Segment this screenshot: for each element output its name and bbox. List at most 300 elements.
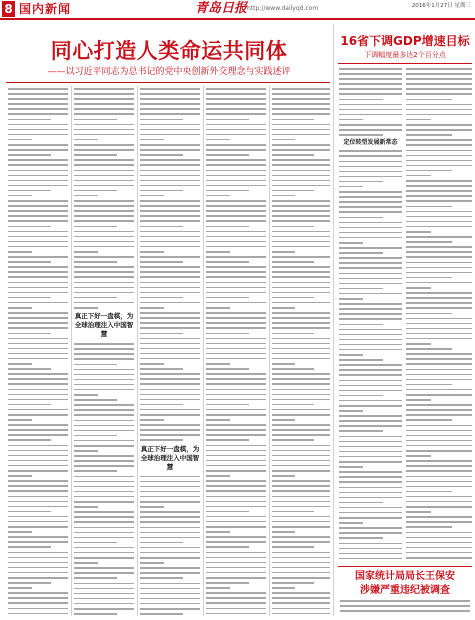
text-line xyxy=(406,216,472,218)
text-line xyxy=(8,256,68,258)
text-line xyxy=(206,577,266,579)
text-line xyxy=(74,195,98,197)
text-line xyxy=(272,307,295,309)
date-line: 2016年1月27日 星期三 xyxy=(411,3,471,9)
text-line xyxy=(406,389,472,391)
text-line xyxy=(206,419,230,421)
text-line xyxy=(272,496,330,498)
text-line xyxy=(74,542,117,544)
text-line xyxy=(206,327,266,329)
text-line xyxy=(74,389,134,391)
text-line xyxy=(339,232,402,234)
text-line xyxy=(74,108,134,110)
text-line xyxy=(272,164,330,166)
text-line xyxy=(406,348,452,350)
text-line xyxy=(339,339,402,341)
text-line xyxy=(272,266,330,268)
text-line xyxy=(74,139,98,141)
text-line xyxy=(406,481,472,483)
text-line xyxy=(206,231,266,233)
text-line xyxy=(339,134,383,136)
text-line xyxy=(272,363,295,365)
text-line xyxy=(339,150,402,152)
text-line xyxy=(339,78,402,80)
text-line xyxy=(74,170,134,172)
text-line xyxy=(140,358,200,360)
text-line xyxy=(339,329,402,331)
text-line xyxy=(406,236,472,238)
text-line xyxy=(8,450,68,452)
text-line xyxy=(206,88,266,90)
text-line xyxy=(406,399,431,401)
text-line xyxy=(339,487,402,489)
text-line xyxy=(8,93,68,95)
text-line xyxy=(140,164,200,166)
text-line xyxy=(272,434,330,436)
article-column-4 xyxy=(206,88,266,616)
text-line xyxy=(74,215,134,217)
text-line xyxy=(74,532,134,534)
text-line xyxy=(272,577,330,579)
text-line xyxy=(406,445,472,447)
text-line xyxy=(140,439,183,441)
text-line xyxy=(406,532,472,534)
text-line xyxy=(8,546,51,548)
text-line xyxy=(206,297,249,299)
text-line xyxy=(340,600,470,602)
text-line xyxy=(272,404,314,406)
text-line xyxy=(339,507,402,509)
text-line xyxy=(140,603,200,605)
text-line xyxy=(272,226,314,228)
text-line xyxy=(206,363,230,365)
text-line xyxy=(406,486,472,488)
text-line xyxy=(339,512,402,514)
text-line xyxy=(74,297,117,299)
text-line xyxy=(8,175,68,177)
text-line xyxy=(206,373,266,375)
text-line xyxy=(406,292,472,294)
text-line xyxy=(8,552,68,554)
text-line xyxy=(74,129,134,131)
text-line xyxy=(140,389,200,391)
text-line xyxy=(272,516,330,518)
article-subtitle: 定位转型发展新常态 xyxy=(343,139,398,147)
text-line xyxy=(8,562,68,564)
text-line xyxy=(206,256,266,258)
text-line xyxy=(206,246,266,248)
text-line xyxy=(206,404,249,406)
text-line xyxy=(406,73,472,75)
text-line xyxy=(339,492,402,494)
text-line xyxy=(339,385,402,387)
text-line xyxy=(406,211,472,213)
main-headline: 同心打造人类命运共同体 xyxy=(50,39,288,63)
text-line xyxy=(406,526,452,528)
headline-divider xyxy=(6,82,330,83)
text-line xyxy=(406,256,472,258)
text-line xyxy=(8,98,68,100)
text-line xyxy=(206,271,266,273)
text-line xyxy=(206,312,266,314)
text-line xyxy=(206,282,266,284)
text-line xyxy=(74,450,98,452)
text-line xyxy=(206,170,266,172)
text-line xyxy=(140,353,200,355)
text-line xyxy=(272,531,295,533)
text-line xyxy=(140,154,183,156)
text-line xyxy=(272,557,330,559)
text-line xyxy=(406,547,472,549)
text-line xyxy=(140,98,200,100)
text-line xyxy=(206,541,266,543)
text-line xyxy=(140,338,200,340)
text-line xyxy=(140,588,200,590)
page-header xyxy=(0,0,475,20)
text-line xyxy=(339,155,402,157)
text-line xyxy=(406,333,472,335)
text-line xyxy=(206,236,266,238)
text-line xyxy=(206,409,266,411)
text-line xyxy=(339,247,402,249)
text-line xyxy=(74,200,134,202)
text-line xyxy=(339,267,402,269)
text-line xyxy=(272,271,330,273)
text-line xyxy=(406,241,452,243)
text-line xyxy=(206,475,230,477)
text-line xyxy=(272,287,330,289)
text-line xyxy=(206,103,266,105)
text-line xyxy=(8,404,51,406)
text-line xyxy=(272,358,330,360)
text-line xyxy=(74,175,134,177)
text-line xyxy=(339,359,383,361)
text-line xyxy=(140,175,200,177)
text-line xyxy=(206,470,266,472)
text-line xyxy=(406,88,472,90)
text-line xyxy=(140,399,200,401)
text-line xyxy=(140,226,183,228)
text-line xyxy=(206,445,266,447)
text-line xyxy=(406,328,472,330)
text-line xyxy=(339,517,402,519)
text-line xyxy=(272,470,330,472)
text-line xyxy=(272,312,330,314)
text-line xyxy=(339,558,402,560)
text-line xyxy=(8,119,51,121)
text-line xyxy=(140,593,200,595)
column-divider xyxy=(203,86,204,616)
text-line xyxy=(206,587,230,589)
text-line xyxy=(406,267,472,269)
text-line xyxy=(406,251,472,253)
text-line xyxy=(140,373,200,375)
section-title: 国内新闻 xyxy=(19,2,72,16)
text-line xyxy=(206,353,266,355)
text-line xyxy=(140,292,200,294)
text-line xyxy=(74,124,134,126)
text-line xyxy=(272,450,330,452)
text-line xyxy=(272,378,330,380)
text-line xyxy=(206,526,266,528)
side-column-1 xyxy=(339,68,402,562)
text-line xyxy=(8,134,68,136)
newspaper-masthead: 青岛日报 xyxy=(195,1,248,16)
text-line xyxy=(272,292,330,294)
text-line xyxy=(140,506,164,508)
text-line xyxy=(140,159,200,161)
text-line xyxy=(339,451,402,453)
side-divider xyxy=(338,63,472,64)
text-line xyxy=(339,548,402,550)
text-line xyxy=(74,440,134,442)
text-line xyxy=(272,526,330,528)
text-line xyxy=(406,206,452,208)
text-line xyxy=(74,98,134,100)
text-line xyxy=(74,481,134,483)
article-subtitle: 真正下好一盘棋，为全球治理注入中国智慧 xyxy=(74,312,134,339)
text-line xyxy=(206,496,266,498)
text-line xyxy=(140,537,200,539)
text-line xyxy=(406,455,431,457)
text-line xyxy=(406,491,452,493)
text-line xyxy=(8,236,68,238)
text-line xyxy=(206,434,266,436)
text-line xyxy=(74,353,134,355)
text-line xyxy=(406,200,472,202)
text-line xyxy=(206,205,266,207)
bottom-article-body xyxy=(340,600,470,615)
text-line xyxy=(74,374,134,376)
text-line xyxy=(140,343,200,345)
text-line xyxy=(8,582,51,584)
text-line xyxy=(339,436,402,438)
text-line xyxy=(206,368,249,370)
text-line xyxy=(406,129,472,131)
text-line xyxy=(339,242,363,244)
text-line xyxy=(339,73,402,75)
text-line xyxy=(206,338,266,340)
text-line xyxy=(140,139,164,141)
text-line xyxy=(140,190,183,192)
text-line xyxy=(8,470,68,472)
text-line xyxy=(206,307,230,309)
text-line xyxy=(272,592,330,594)
side-subhead: 下调幅度最多达2个百分点 xyxy=(364,51,446,59)
text-line xyxy=(140,434,200,436)
text-line xyxy=(406,394,472,396)
text-line xyxy=(272,394,330,396)
text-line xyxy=(74,241,134,243)
text-line xyxy=(140,501,200,503)
text-line xyxy=(140,542,183,544)
text-line xyxy=(74,379,134,381)
text-line xyxy=(206,200,266,202)
text-line xyxy=(74,302,134,304)
text-line xyxy=(8,496,68,498)
text-line xyxy=(140,312,200,314)
text-line xyxy=(272,465,330,467)
text-line xyxy=(272,210,330,212)
text-line xyxy=(406,134,452,136)
text-line xyxy=(406,430,472,432)
text-line xyxy=(406,185,472,187)
text-line xyxy=(206,552,266,554)
text-line xyxy=(272,373,330,375)
text-line xyxy=(140,124,200,126)
text-line xyxy=(272,613,330,615)
text-line xyxy=(74,236,134,238)
text-line xyxy=(140,88,200,90)
text-line xyxy=(272,261,314,263)
text-line xyxy=(406,150,472,152)
text-line xyxy=(74,369,134,371)
text-line xyxy=(406,501,472,503)
text-line xyxy=(406,262,472,264)
text-line xyxy=(206,567,266,569)
text-line xyxy=(206,287,266,289)
text-line xyxy=(140,231,200,233)
text-line xyxy=(74,491,134,493)
text-line xyxy=(140,119,183,121)
text-line xyxy=(406,282,472,284)
text-line xyxy=(74,93,134,95)
text-line xyxy=(272,297,314,299)
text-line xyxy=(140,598,200,600)
text-line xyxy=(206,317,266,319)
text-line xyxy=(74,399,117,401)
text-line xyxy=(140,481,200,483)
text-line xyxy=(74,103,134,105)
text-line xyxy=(206,383,266,385)
text-line xyxy=(8,231,68,233)
text-line xyxy=(8,516,68,518)
text-line xyxy=(206,536,266,538)
text-line xyxy=(339,181,383,183)
text-line xyxy=(8,333,51,335)
text-line xyxy=(406,272,472,274)
article-column-1 xyxy=(8,88,68,616)
text-line xyxy=(8,592,68,594)
text-line xyxy=(140,363,164,365)
text-line xyxy=(339,313,402,315)
text-line xyxy=(272,501,330,503)
text-line xyxy=(74,210,134,212)
text-line xyxy=(74,251,98,253)
text-line xyxy=(8,317,68,319)
text-line xyxy=(272,419,295,421)
text-line xyxy=(339,441,402,443)
text-line xyxy=(339,334,402,336)
text-line xyxy=(272,246,330,248)
text-line xyxy=(74,164,134,166)
text-line xyxy=(140,185,200,187)
text-line xyxy=(140,170,200,172)
text-line xyxy=(206,465,266,467)
text-line xyxy=(206,195,230,197)
text-line xyxy=(406,170,452,172)
text-line xyxy=(8,608,68,610)
text-line xyxy=(272,215,330,217)
text-line xyxy=(74,511,134,513)
text-line xyxy=(272,327,330,329)
text-line xyxy=(206,562,266,564)
text-line xyxy=(339,278,402,280)
text-line xyxy=(74,445,134,447)
text-line xyxy=(206,460,266,462)
text-line xyxy=(8,292,68,294)
text-line xyxy=(206,215,266,217)
text-line xyxy=(8,577,68,579)
text-line xyxy=(140,547,200,549)
text-line xyxy=(272,256,330,258)
text-line xyxy=(8,282,68,284)
website-url[interactable]: http://www.dailyqd.com xyxy=(247,5,319,12)
text-line xyxy=(8,587,32,589)
text-line xyxy=(74,557,134,559)
text-line xyxy=(140,113,200,115)
text-line xyxy=(339,369,402,371)
text-line xyxy=(406,226,472,228)
text-line xyxy=(206,251,230,253)
text-line xyxy=(140,491,200,493)
text-line xyxy=(206,348,266,350)
text-line xyxy=(140,236,200,238)
text-line xyxy=(339,303,402,305)
text-line xyxy=(74,154,117,156)
text-line xyxy=(74,572,134,574)
text-line xyxy=(140,583,200,585)
text-line xyxy=(206,516,266,518)
text-line xyxy=(8,144,68,146)
text-line xyxy=(339,522,363,524)
article-column-2 xyxy=(74,88,134,616)
text-line xyxy=(206,276,266,278)
text-line xyxy=(272,88,330,90)
text-line xyxy=(74,282,134,284)
text-line xyxy=(8,475,32,477)
text-line xyxy=(272,93,330,95)
text-line xyxy=(8,251,32,253)
text-line xyxy=(8,541,68,543)
text-line xyxy=(8,526,68,528)
text-line xyxy=(339,543,402,545)
article-column-5 xyxy=(272,88,330,616)
text-line xyxy=(140,429,200,431)
text-line xyxy=(272,149,330,151)
text-line xyxy=(8,139,32,141)
side-headline: 16省下调GDP增速目标 xyxy=(340,34,470,48)
text-line xyxy=(8,103,68,105)
article-subtitle: 真正下好一盘棋，为全球治理注入中国智慧 xyxy=(140,444,200,471)
text-line xyxy=(339,502,383,504)
text-line xyxy=(206,220,266,222)
text-line xyxy=(272,159,330,161)
text-line xyxy=(74,414,134,416)
text-line xyxy=(8,602,68,604)
text-line xyxy=(272,241,330,243)
text-line xyxy=(339,114,402,116)
text-line xyxy=(340,605,470,607)
text-line xyxy=(272,190,314,192)
text-line xyxy=(272,175,330,177)
text-line xyxy=(206,592,266,594)
text-line xyxy=(140,302,200,304)
text-line xyxy=(339,400,402,402)
text-line xyxy=(272,139,295,141)
text-line xyxy=(206,394,266,396)
text-line xyxy=(140,266,200,268)
